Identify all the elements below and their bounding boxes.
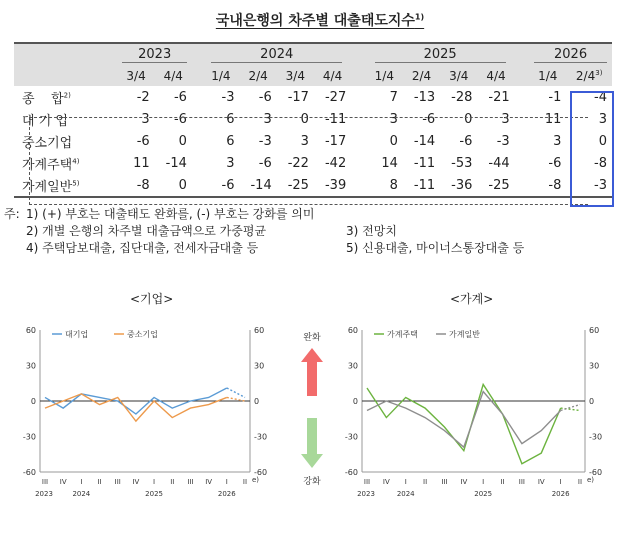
chart-title-enterprise: <기업> xyxy=(130,292,174,306)
quarter-header: 4/4 xyxy=(314,66,351,86)
enterprise-ytick-left: 0 xyxy=(30,397,36,406)
table-cell: -25 xyxy=(277,174,314,197)
table-cell: -3 xyxy=(221,89,235,105)
quarter-header: 2/4 xyxy=(239,66,276,86)
quarter-header: 3/4 xyxy=(277,66,314,86)
enterprise-series-1-line xyxy=(45,394,227,421)
enterprise-ytick-right: 60 xyxy=(254,326,265,335)
quarter-header: 1/4 xyxy=(202,66,239,86)
table-cell: -8 xyxy=(117,174,154,197)
enterprise-xtick: I xyxy=(80,478,83,486)
household-xtick: III xyxy=(441,478,448,486)
title-text: 국내은행의 차주별 대출태도지수 xyxy=(215,13,415,29)
note-2: 2) 개별 은행의 차주별 대출금액으로 가중평균 xyxy=(26,224,267,238)
household-xtick: IV xyxy=(537,478,545,486)
table-cell: 14 xyxy=(381,155,398,171)
household-xtick: II xyxy=(577,478,583,486)
household-legend-label: 가계일반 xyxy=(449,330,480,339)
table-cell: 3 xyxy=(300,133,309,149)
enterprise-series-0-forecast xyxy=(227,388,245,397)
household-ytick-right: 60 xyxy=(589,326,600,335)
enterprise-ytick-left: 30 xyxy=(25,361,36,371)
table-cell: 0 xyxy=(178,133,187,149)
enterprise-legend-label: 중소기업 xyxy=(127,330,158,339)
household-series-0-line xyxy=(367,384,561,463)
table-cell: -11 xyxy=(413,155,436,171)
household-ytick-right: 0 xyxy=(589,397,595,406)
household-xtick: IV xyxy=(382,478,390,486)
table-cell: 3 xyxy=(263,111,272,127)
enterprise-legend-label: 대기업 xyxy=(65,330,89,339)
quarter-header: 3/4 xyxy=(117,66,154,86)
enterprise-year-label: 2024 xyxy=(72,490,91,498)
table-cell: -44 xyxy=(488,155,510,171)
table-cell: 11 xyxy=(133,155,150,171)
household-ytick-right: -30 xyxy=(589,432,603,442)
tighten-label: 강화 xyxy=(303,477,321,487)
table-cell: -6 xyxy=(548,155,562,171)
note-1: 1) (+) 부호는 대출태도 완화를, (-) 부호는 강화를 의미 xyxy=(26,207,315,221)
row-label-text: 중소기업 xyxy=(22,135,73,151)
table-cell: -53 xyxy=(451,155,473,171)
table-cell: -6 xyxy=(202,174,239,197)
household-ytick-left: -30 xyxy=(344,432,358,442)
tighten-arrow-icon xyxy=(301,418,323,468)
household-year-label: 2023 xyxy=(357,490,375,498)
row-footnote: 2) xyxy=(63,91,71,100)
table-cell: -14 xyxy=(165,155,187,171)
table-cell: 0 xyxy=(389,133,398,149)
table-cell: 6 xyxy=(226,133,235,149)
note-4: 4) 주택담보대출, 집단대출, 전세자금대출 등 xyxy=(26,241,259,255)
household-xtick: I xyxy=(482,478,485,486)
ease-label: 완화 xyxy=(303,333,321,343)
enterprise-series-1-forecast xyxy=(227,397,245,401)
household-series-0-forecast xyxy=(561,408,580,410)
table-cell: -36 xyxy=(440,174,477,197)
table-cell: -6 xyxy=(136,133,150,149)
table-cell: -6 xyxy=(258,89,272,105)
table-cell: 3 xyxy=(141,111,150,127)
household-legend-label: 가계주택 xyxy=(387,330,418,339)
row-label-text: 가계주택 xyxy=(22,157,73,173)
row-label-text: 종 합 xyxy=(22,91,64,107)
household-ytick-left: 30 xyxy=(347,361,358,371)
enterprise-year-label: 2026 xyxy=(217,490,236,498)
quarter-header: 1/4 xyxy=(366,66,403,86)
household-ytick-right: 30 xyxy=(589,361,600,371)
table-cell: -17 xyxy=(324,133,347,149)
row-label-text: 대 기 업 xyxy=(22,113,68,129)
enterprise-xtick: III xyxy=(114,478,121,486)
table-cell: 3 xyxy=(501,111,510,127)
enterprise-xtick: III xyxy=(187,478,194,486)
row-label-text: 가계일반 xyxy=(22,179,73,195)
table-cell: -6 xyxy=(173,111,187,127)
enterprise-xtick: IV xyxy=(59,478,67,486)
quarter-header: 1/4 xyxy=(529,66,566,86)
ease-arrow-icon xyxy=(301,348,323,396)
enterprise-xtick: II xyxy=(242,478,248,486)
table-cell: -11 xyxy=(324,111,347,127)
table-cell: -25 xyxy=(477,174,514,197)
table-cell: -14 xyxy=(239,174,276,197)
row-footnote: 4) xyxy=(72,157,80,166)
enterprise-xtick: II xyxy=(170,478,175,486)
household-ytick-right: -60 xyxy=(589,468,603,477)
household-forecast-mark: e) xyxy=(587,476,595,484)
notes-prefix: 주: xyxy=(4,207,20,221)
enterprise-ytick-right: -60 xyxy=(254,468,268,477)
year-label: 2024 xyxy=(211,47,342,63)
year-label: 2025 xyxy=(375,47,506,63)
household-xtick: IV xyxy=(460,478,468,486)
quarter-header: 2/4 xyxy=(403,66,440,86)
enterprise-forecast-mark: e) xyxy=(252,476,260,484)
table-cell: -6 xyxy=(422,111,436,127)
table-cell: -3 xyxy=(496,133,510,149)
household-xtick: I xyxy=(559,478,562,486)
enterprise-ytick-left: 60 xyxy=(25,326,36,335)
household-series-1-line xyxy=(367,392,561,448)
table-cell: -4 xyxy=(594,89,607,105)
household-xtick: III xyxy=(518,478,526,486)
enterprise-year-label: 2023 xyxy=(35,490,53,498)
table-cell: 3 xyxy=(226,155,235,171)
table-cell: -11 xyxy=(403,174,440,197)
enterprise-xtick: III xyxy=(41,478,49,486)
table-cell: 0 xyxy=(300,111,309,127)
household-ytick-left: -60 xyxy=(344,468,358,477)
table-cell: -13 xyxy=(413,89,436,105)
enterprise-ytick-right: 0 xyxy=(254,397,260,406)
table-cell: -6 xyxy=(173,89,187,105)
enterprise-ytick-right: 30 xyxy=(254,361,265,371)
enterprise-ytick-left: -60 xyxy=(22,468,36,477)
table-cell: -3 xyxy=(566,174,612,197)
enterprise-year-label: 2025 xyxy=(145,490,164,498)
table-cell: -28 xyxy=(451,89,473,105)
household-year-label: 2025 xyxy=(474,490,493,498)
table-cell: 3 xyxy=(389,111,398,127)
table-cell: -1 xyxy=(548,89,562,105)
table-cell: 7 xyxy=(389,89,398,105)
table-cell: -2 xyxy=(136,89,150,105)
household-xtick: I xyxy=(404,478,407,486)
table-cell: -21 xyxy=(488,89,510,105)
table-cell: 0 xyxy=(464,111,473,127)
table-cell: 0 xyxy=(598,133,607,149)
table-cell: -39 xyxy=(314,174,351,197)
household-xtick: II xyxy=(423,478,428,486)
table-cell: 3 xyxy=(598,111,607,127)
enterprise-xtick: IV xyxy=(205,478,213,486)
enterprise-ytick-left: -30 xyxy=(22,432,36,442)
enterprise-ytick-right: -30 xyxy=(254,432,268,442)
enterprise-xtick: IV xyxy=(132,478,140,486)
table-cell: 8 xyxy=(366,174,403,197)
table-cell: -6 xyxy=(459,133,473,149)
table-cell: -17 xyxy=(287,89,309,105)
note-3: 3) 전망치 xyxy=(346,224,397,238)
chart-title-household: <가계> xyxy=(450,292,494,306)
table-cell: -8 xyxy=(529,174,566,197)
year-label: 2026 xyxy=(534,47,607,63)
enterprise-xtick: I xyxy=(225,478,228,486)
household-xtick: II xyxy=(500,478,505,486)
table-cell: -3 xyxy=(258,133,272,149)
forecast-footnote: 3) xyxy=(595,69,603,77)
table-cell: -42 xyxy=(324,155,347,171)
table-cell: -6 xyxy=(258,155,272,171)
table-cell: -27 xyxy=(324,89,347,105)
household-year-label: 2024 xyxy=(396,490,415,498)
title-footnote: 1) xyxy=(414,12,425,22)
row-footnote: 5) xyxy=(72,179,80,188)
table-cell: -8 xyxy=(594,155,607,171)
enterprise-xtick: I xyxy=(153,478,156,486)
enterprise-xtick: II xyxy=(97,478,102,486)
household-ytick-left: 60 xyxy=(347,326,358,335)
household-year-label: 2026 xyxy=(551,490,570,498)
table-cell: 11 xyxy=(544,111,562,127)
table-cell: -14 xyxy=(413,133,436,149)
table-cell: 3 xyxy=(553,133,562,149)
quarter-header: 2/4$^{3)}$ xyxy=(566,66,612,86)
table-cell: 0 xyxy=(155,174,192,197)
quarter-header: 4/4 xyxy=(477,66,514,86)
household-xtick: III xyxy=(363,478,371,486)
household-ytick-left: 0 xyxy=(352,397,358,406)
table-cell: -22 xyxy=(287,155,309,171)
quarter-header: 4/4 xyxy=(155,66,192,86)
quarter-header: 3/4 xyxy=(440,66,477,86)
note-5: 5) 신용대출, 마이너스통장대출 등 xyxy=(346,241,525,255)
table-cell: 6 xyxy=(226,111,235,127)
year-label: 2023 xyxy=(122,47,188,63)
